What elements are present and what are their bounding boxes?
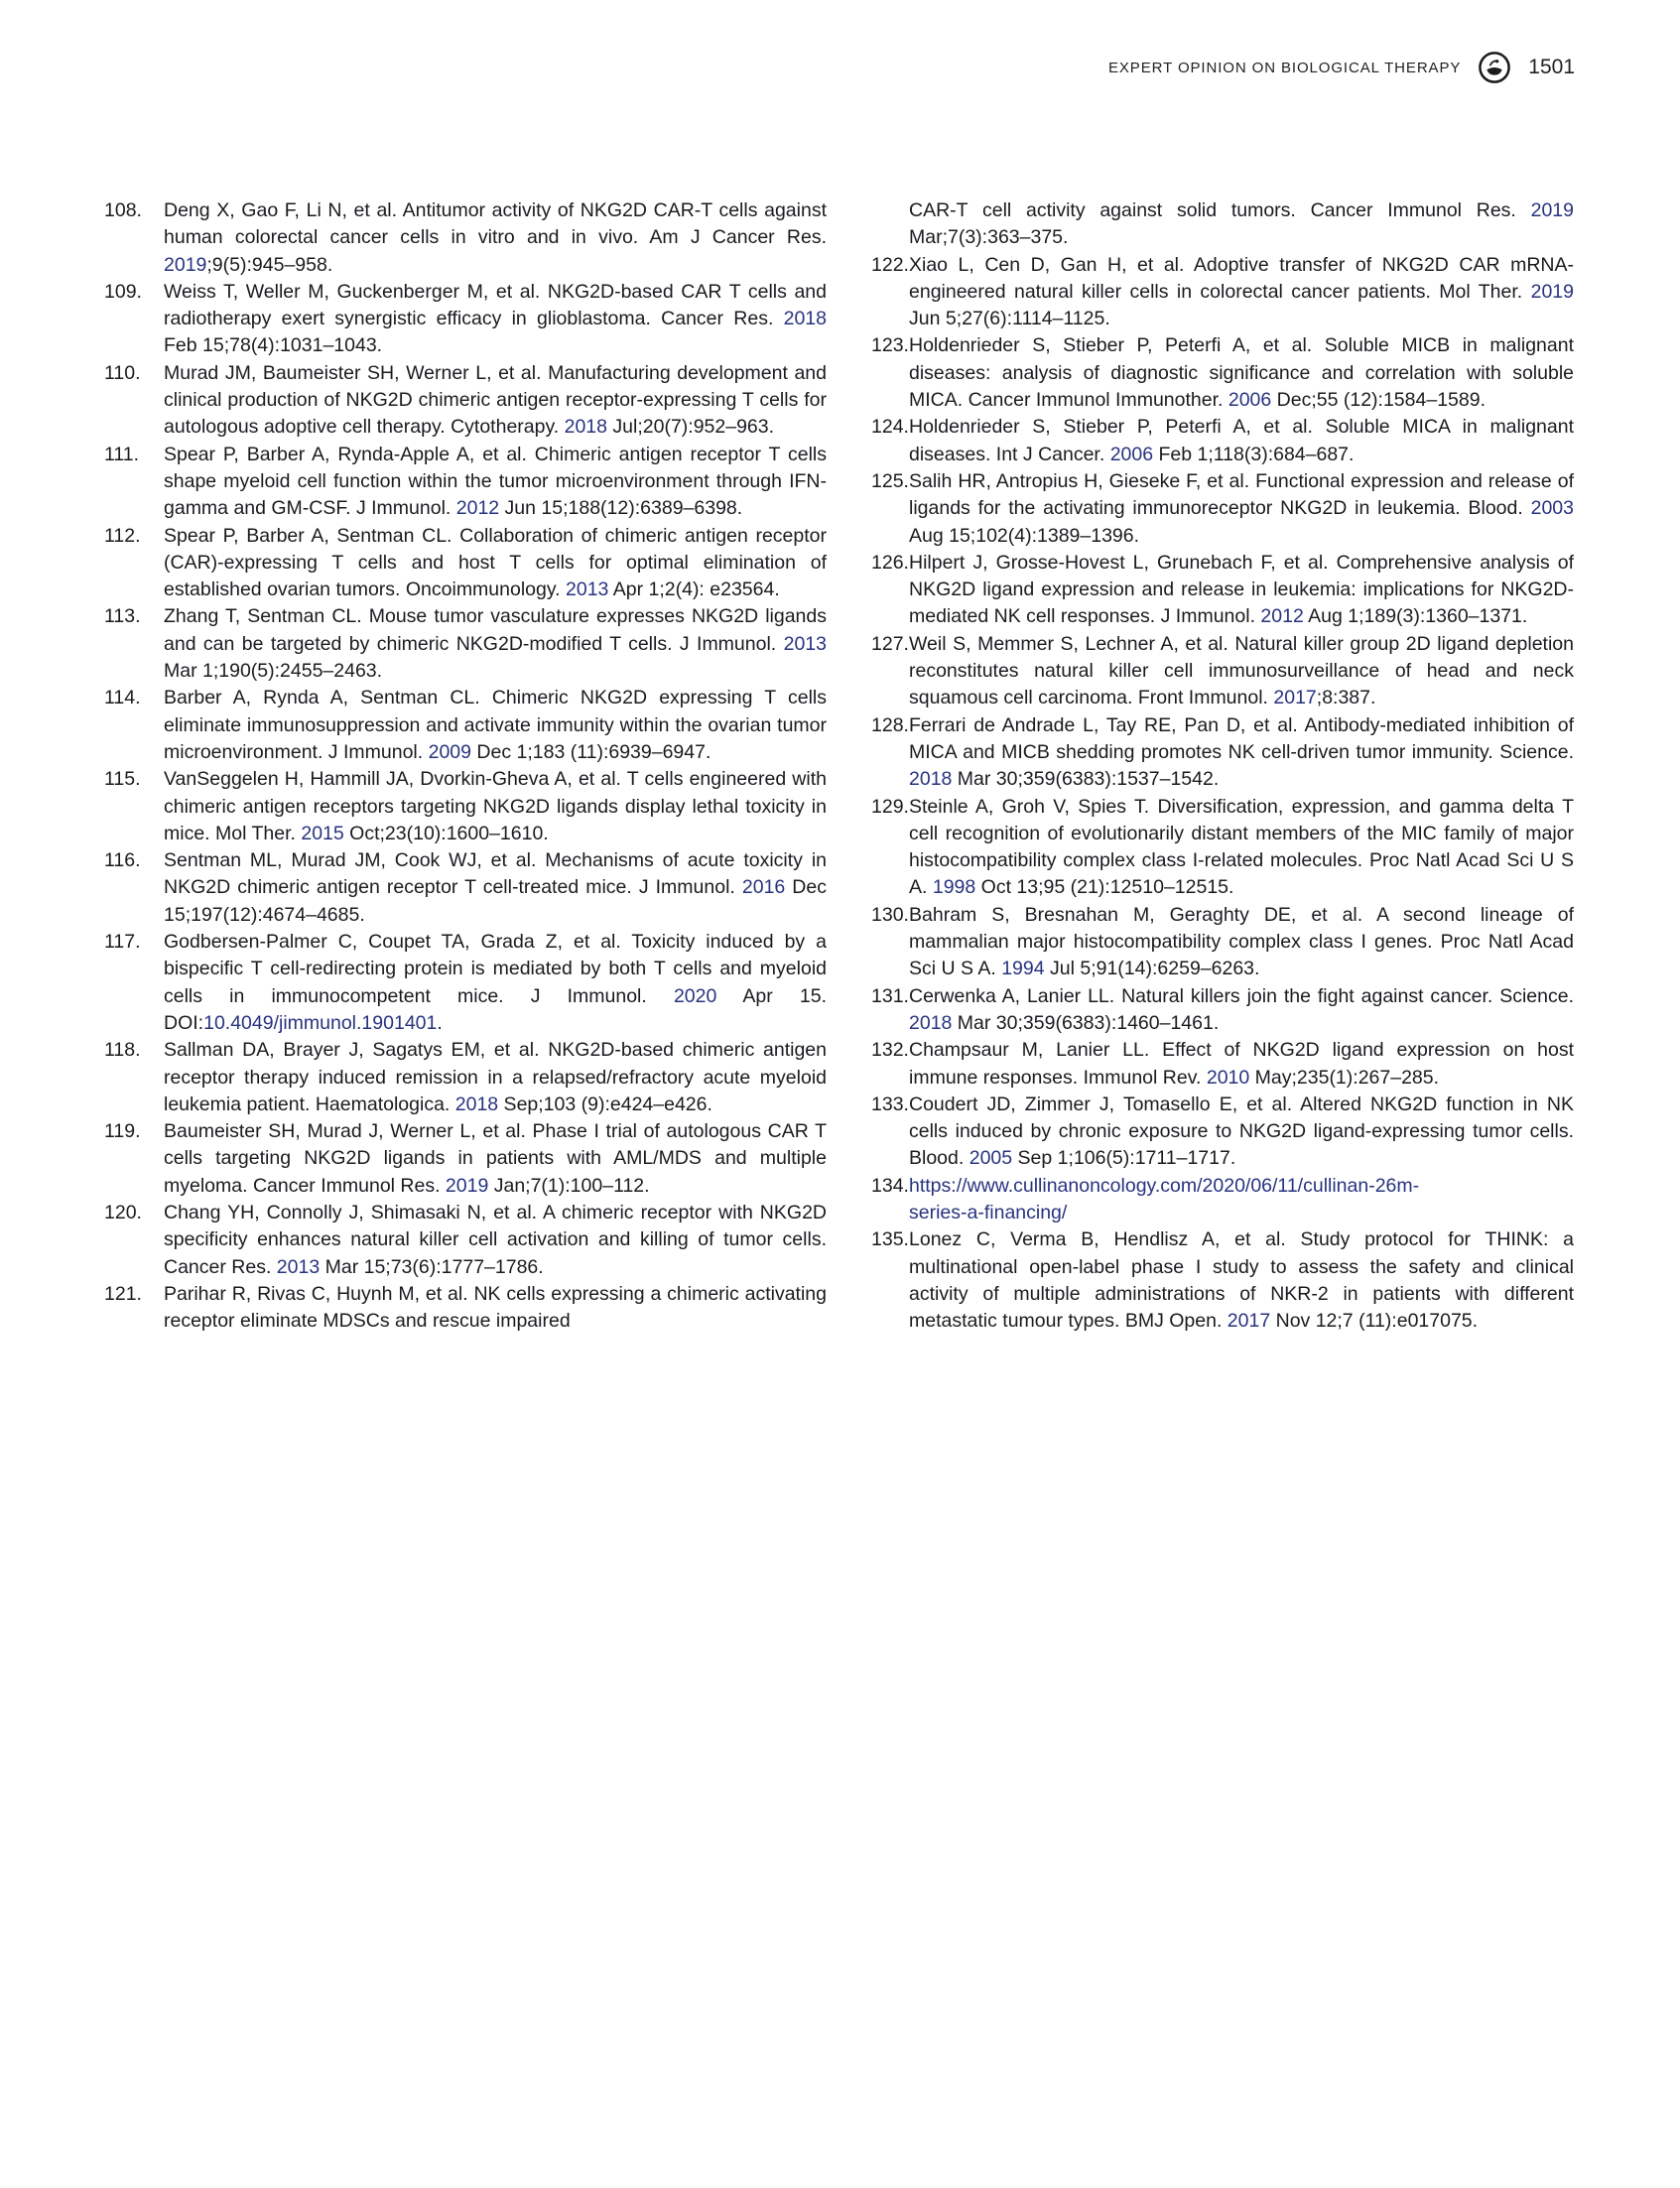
reference-number: 135.: [871, 1228, 909, 1251]
reference-item: [104, 279, 827, 360]
reference-text: Holdenrieder S, Stieber P, Peterfi A, et al. Soluble MICB in malignant diseases: analysis of diagnostic significance and correlation with soluble MICA. Cancer Immunol Immunother. 2006 Dec;55 (12):1584–1589.: [909, 334, 1574, 412]
references-column-left: [104, 197, 827, 1335]
reference-number: 131.: [871, 984, 909, 1007]
reference-item: [104, 1118, 827, 1200]
reference-text: Sallman DA, Brayer J, Sagatys EM, et al. NKG2D-based chimeric antigen receptor therapy induced remission in a relapsed/refractory acute myeloid leukemia patient. Haematologica. 2018 Sep;103 (9):e424–e426.: [164, 1039, 827, 1115]
reference-number: 132.: [871, 1039, 909, 1062]
reference-item: [104, 929, 827, 1037]
reference-link[interactable]: 2017: [1273, 687, 1317, 709]
reference-text: Godbersen-Palmer C, Coupet TA, Grada Z, et al. Toxicity induced by a bispecific T cell-redirecting protein is mediated by both T cells and myeloid cells in immunocompetent mice. J Immunol. 2020 Apr 15. DOI:10.4049/jimmunol.1901401.: [164, 931, 827, 1034]
reference-text: Champsaur M, Lanier LL. Effect of NKG2D ligand expression on host immune responses. Immunol Rev. 2010 May;235(1):267–285.: [909, 1039, 1574, 1089]
reference-text: Cerwenka A, Lanier LL. Natural killers join the fight against cancer. Science. 2018 Mar 30;359(6383):1460–1461.: [909, 984, 1574, 1034]
reference-link[interactable]: 2006: [1228, 389, 1272, 412]
reference-link[interactable]: 1994: [1001, 958, 1045, 980]
reference-item: [104, 1281, 827, 1336]
reference-number: 134.: [871, 1174, 909, 1197]
reference-text: Xiao L, Cen D, Gan H, et al. Adoptive transfer of NKG2D CAR mRNA-engineered natural killer cells in colorectal cancer patients. Mol Ther. 2019 Jun 5;27(6):1114–1125.: [909, 253, 1574, 330]
reference-link[interactable]: 2012: [455, 497, 500, 520]
page-header: [1108, 50, 1575, 85]
reference-text: Zhang T, Sentman CL. Mouse tumor vasculature expresses NKG2D ligands and can be targeted by chimeric NKG2D-modified T cells. J Immunol. 2013 Mar 1;190(5):2455–2463.: [164, 605, 827, 683]
reference-item: [871, 1173, 1574, 1227]
reference-link[interactable]: https://www.cullinanoncology.com/2020/06/11/cullinan-26m-: [909, 1174, 1420, 1197]
reference-link[interactable]: 2019: [164, 253, 207, 276]
reference-text: VanSeggelen H, Hammill JA, Dvorkin-Gheva A, et al. T cells engineered with chimeric antigen receptors targeting NKG2D ligands display lethal toxicity in mice. Mol Ther. 2015 Oct;23(10):1600–1610.: [164, 768, 827, 844]
reference-text: Sentman ML, Murad JM, Cook WJ, et al. Mechanisms of acute toxicity in NKG2D chimeric antigen receptor T cell-treated mice. J Immunol. 2016 Dec 15;197(12):4674–4685.: [164, 849, 827, 926]
reference-text: Steinle A, Groh V, Spies T. Diversification, expression, and gamma delta T cell recognition of evolutionarily distant members of the MIC family of major histocompatibility complex class I-related molecules. Proc Natl Acad Sci U S A. 1998 Oct 13;95 (21):12510–12515.: [909, 795, 1574, 899]
reference-text: Weiss T, Weller M, Guckenberger M, et al. NKG2D-based CAR T cells and radiotherapy exert synergistic efficacy in glioblastoma. Cancer Res. 2018 Feb 15;78(4):1031–1043.: [164, 280, 827, 357]
reference-text: [909, 1173, 1574, 1227]
reference-link[interactable]: 2017: [1227, 1310, 1271, 1333]
reference-link[interactable]: 2018: [783, 308, 827, 330]
reference-continuation: [871, 197, 1574, 252]
reference-item: [104, 442, 827, 523]
reference-item: [871, 902, 1574, 983]
reference-item: [104, 197, 827, 279]
reference-text: Coudert JD, Zimmer J, Tomasello E, et al. Altered NKG2D function in NK cells induced by chronic exposure to NKG2D ligand-expressing tumor cells. Blood. 2005 Sep 1;106(5):1711–1717.: [909, 1093, 1574, 1170]
reference-link[interactable]: 2006: [1109, 443, 1154, 465]
reference-text: Weil S, Memmer S, Lechner A, et al. Natural killer group 2D ligand depletion reconstitutes natural killer cell immunosurveillance of head and neck squamous cell carcinoma. Front Immunol. 2017;8:387.: [909, 632, 1574, 709]
reference-item: [871, 332, 1574, 414]
reference-number: 110.: [104, 361, 141, 384]
reference-link[interactable]: 2016: [741, 876, 786, 899]
reference-text: Deng X, Gao F, Li N, et al. Antitumor activity of NKG2D CAR-T cells against human colorectal cancer cells in vitro and in vivo. Am J Cancer Res. 2019;9(5):945–958.: [164, 199, 827, 276]
reference-link[interactable]: 2018: [564, 416, 607, 439]
reference-item: [871, 550, 1574, 631]
reference-text: Parihar R, Rivas C, Huynh M, et al. NK cells expressing a chimeric activating receptor eliminate MDSCs and rescue impaired: [164, 1282, 827, 1333]
reference-text: CAR-T cell activity against solid tumors. Cancer Immunol Res. 2019 Mar;7(3):363–375.: [909, 199, 1574, 249]
reference-item: [104, 1037, 827, 1118]
reference-number: 118.: [104, 1039, 141, 1062]
reference-text: Chang YH, Connolly J, Shimasaki N, et al. A chimeric receptor with NKG2D specificity enhances natural killer cell activation and killing of tumor cells. Cancer Res. 2013 Mar 15;73(6):1777–1786.: [164, 1201, 827, 1278]
reference-text: Salih HR, Antropius H, Gieseke F, et al. Functional expression and release of ligands for the activating immunoreceptor NKG2D in leukemia. Blood. 2003 Aug 15;102(4):1389–1396.: [909, 469, 1574, 547]
reference-number: 108.: [104, 199, 142, 221]
reference-number: 113.: [104, 605, 141, 628]
reference-link[interactable]: 2019: [1530, 280, 1574, 303]
reference-text: Hilpert J, Grosse-Hovest L, Grunebach F, et al. Comprehensive analysis of NKG2D ligand expression and release in leukemia: implications for NKG2D-mediated NK cell responses. J Immunol. 2012 Aug 1;189(3):1360–1371.: [909, 551, 1574, 628]
reference-item: [871, 983, 1574, 1038]
reference-link[interactable]: 10.4049/jimmunol.1901401: [203, 1011, 438, 1034]
reference-link[interactable]: 2020: [673, 984, 717, 1007]
reference-number: 114.: [104, 687, 141, 709]
reference-number: 116.: [104, 849, 141, 872]
reference-link[interactable]: 2018: [454, 1093, 499, 1115]
reference-link[interactable]: 2005: [969, 1147, 1013, 1170]
reference-link[interactable]: 2015: [301, 822, 344, 844]
reference-number: 111.: [104, 443, 140, 465]
reference-item: [871, 252, 1574, 333]
taylor-francis-circle-logo: [1477, 50, 1512, 85]
reference-text: Spear P, Barber A, Rynda-Apple A, et al. Chimeric antigen receptor T cells shape myeloid cell function within the tumor microenvironment through IFN-gamma and GM-CSF. J Immunol. 2012 Jun 15;188(12):6389–6398.: [164, 443, 827, 520]
reference-text: Barber A, Rynda A, Sentman CL. Chimeric NKG2D expressing T cells eliminate immunosuppression and activate immunity within the ovarian tumor microenvironment. J Immunol. 2009 Dec 1;183 (11):6939–6947.: [164, 687, 827, 763]
reference-number: 130.: [871, 903, 909, 926]
reference-item: [871, 414, 1574, 468]
reference-item: [104, 1200, 827, 1281]
reference-number: 129.: [871, 795, 909, 818]
reference-number: [871, 197, 909, 252]
reference-number: 121.: [104, 1282, 142, 1305]
reference-item: [871, 1092, 1574, 1173]
reference-link[interactable]: 2009: [428, 740, 471, 763]
reference-number: 109.: [104, 280, 142, 303]
reference-item: [871, 468, 1574, 550]
reference-text: Lonez C, Verma B, Hendlisz A, et al. Study protocol for THINK: a multinational open-label phase I study to assess the safety and clinical activity of multiple administrations of NKR-2 in patients with different metastatic tumour types. BMJ Open. 2017 Nov 12;7 (11):e017075.: [909, 1228, 1574, 1333]
journal-title: EXPERT OPINION ON BIOLOGICAL THERAPY: [1108, 59, 1462, 76]
reference-number: 127.: [871, 632, 909, 655]
reference-item: [871, 631, 1574, 712]
reference-link[interactable]: 2018: [909, 1011, 953, 1034]
reference-link[interactable]: 2013: [566, 579, 609, 601]
reference-number: 115.: [104, 768, 141, 791]
page-number: 1501: [1528, 56, 1575, 78]
reference-item: [104, 360, 827, 442]
reference-item: [104, 523, 827, 604]
reference-text: Spear P, Barber A, Sentman CL. Collaboration of chimeric antigen receptor (CAR)-expressing T cells and host T cells for optimal elimination of established ovarian tumors. Oncoimmunology. 2013 Apr 1;2(4): e23564.: [164, 524, 827, 601]
reference-link[interactable]: 2019: [1530, 199, 1574, 221]
reference-link[interactable]: 1998: [932, 876, 976, 899]
reference-text: Bahram S, Bresnahan M, Geraghty DE, et al. A second lineage of mammalian major histocompatibility complex class I genes. Proc Natl Acad Sci U S A. 1994 Jul 5;91(14):6259–6263.: [909, 903, 1574, 980]
reference-item: [104, 766, 827, 847]
reference-link[interactable]: 2003: [1530, 497, 1574, 520]
reference-item: [871, 1226, 1574, 1335]
reference-number: 125.: [871, 469, 909, 492]
reference-number: 117.: [104, 931, 141, 954]
reference-item: [104, 685, 827, 766]
reference-number: 112.: [104, 524, 141, 547]
reference-text: Baumeister SH, Murad J, Werner L, et al. Phase I trial of autologous CAR T cells targeting NKG2D ligands in patients with AML/MDS and multiple myeloma. Cancer Immunol Res. 2019 Jan;7(1):100–112.: [164, 1120, 827, 1197]
reference-number: 126.: [871, 551, 909, 574]
reference-link[interactable]: 2012: [1260, 605, 1304, 628]
reference-item: [104, 603, 827, 685]
reference-number: 119.: [104, 1120, 141, 1143]
reference-link[interactable]: 2019: [445, 1174, 489, 1197]
reference-text: Murad JM, Baumeister SH, Werner L, et al. Manufacturing development and clinical production of NKG2D chimeric antigen receptor-expressing T cells for autologous adoptive cell therapy. Cytotherapy. 2018 Jul;20(7):952–963.: [164, 361, 827, 439]
reference-item: [871, 794, 1574, 902]
reference-number: 124.: [871, 416, 909, 439]
references-column-right: [871, 197, 1574, 1335]
reference-link[interactable]: 2018: [909, 768, 953, 791]
reference-link[interactable]: 2013: [276, 1255, 321, 1278]
reference-item: [871, 1037, 1574, 1092]
reference-number: 123.: [871, 334, 909, 357]
reference-link[interactable]: 2013: [783, 632, 827, 655]
reference-number: 120.: [104, 1201, 142, 1223]
reference-link[interactable]: series-a-financing/: [909, 1201, 1068, 1223]
reference-text: Holdenrieder S, Stieber P, Peterfi A, et al. Soluble MICA in malignant diseases. Int J Cancer. 2006 Feb 1;118(3):684–687.: [909, 416, 1574, 465]
reference-number: 128.: [871, 713, 909, 736]
reference-text: Ferrari de Andrade L, Tay RE, Pan D, et al. Antibody-mediated inhibition of MICA and MICB shedding promotes NK cell-driven tumor immunity. Science. 2018 Mar 30;359(6383):1537–1542.: [909, 713, 1574, 791]
reference-number: 133.: [871, 1093, 909, 1115]
reference-number: 122.: [871, 253, 909, 276]
reference-item: [871, 712, 1574, 794]
reference-link[interactable]: 2010: [1206, 1066, 1250, 1089]
reference-item: [104, 847, 827, 929]
